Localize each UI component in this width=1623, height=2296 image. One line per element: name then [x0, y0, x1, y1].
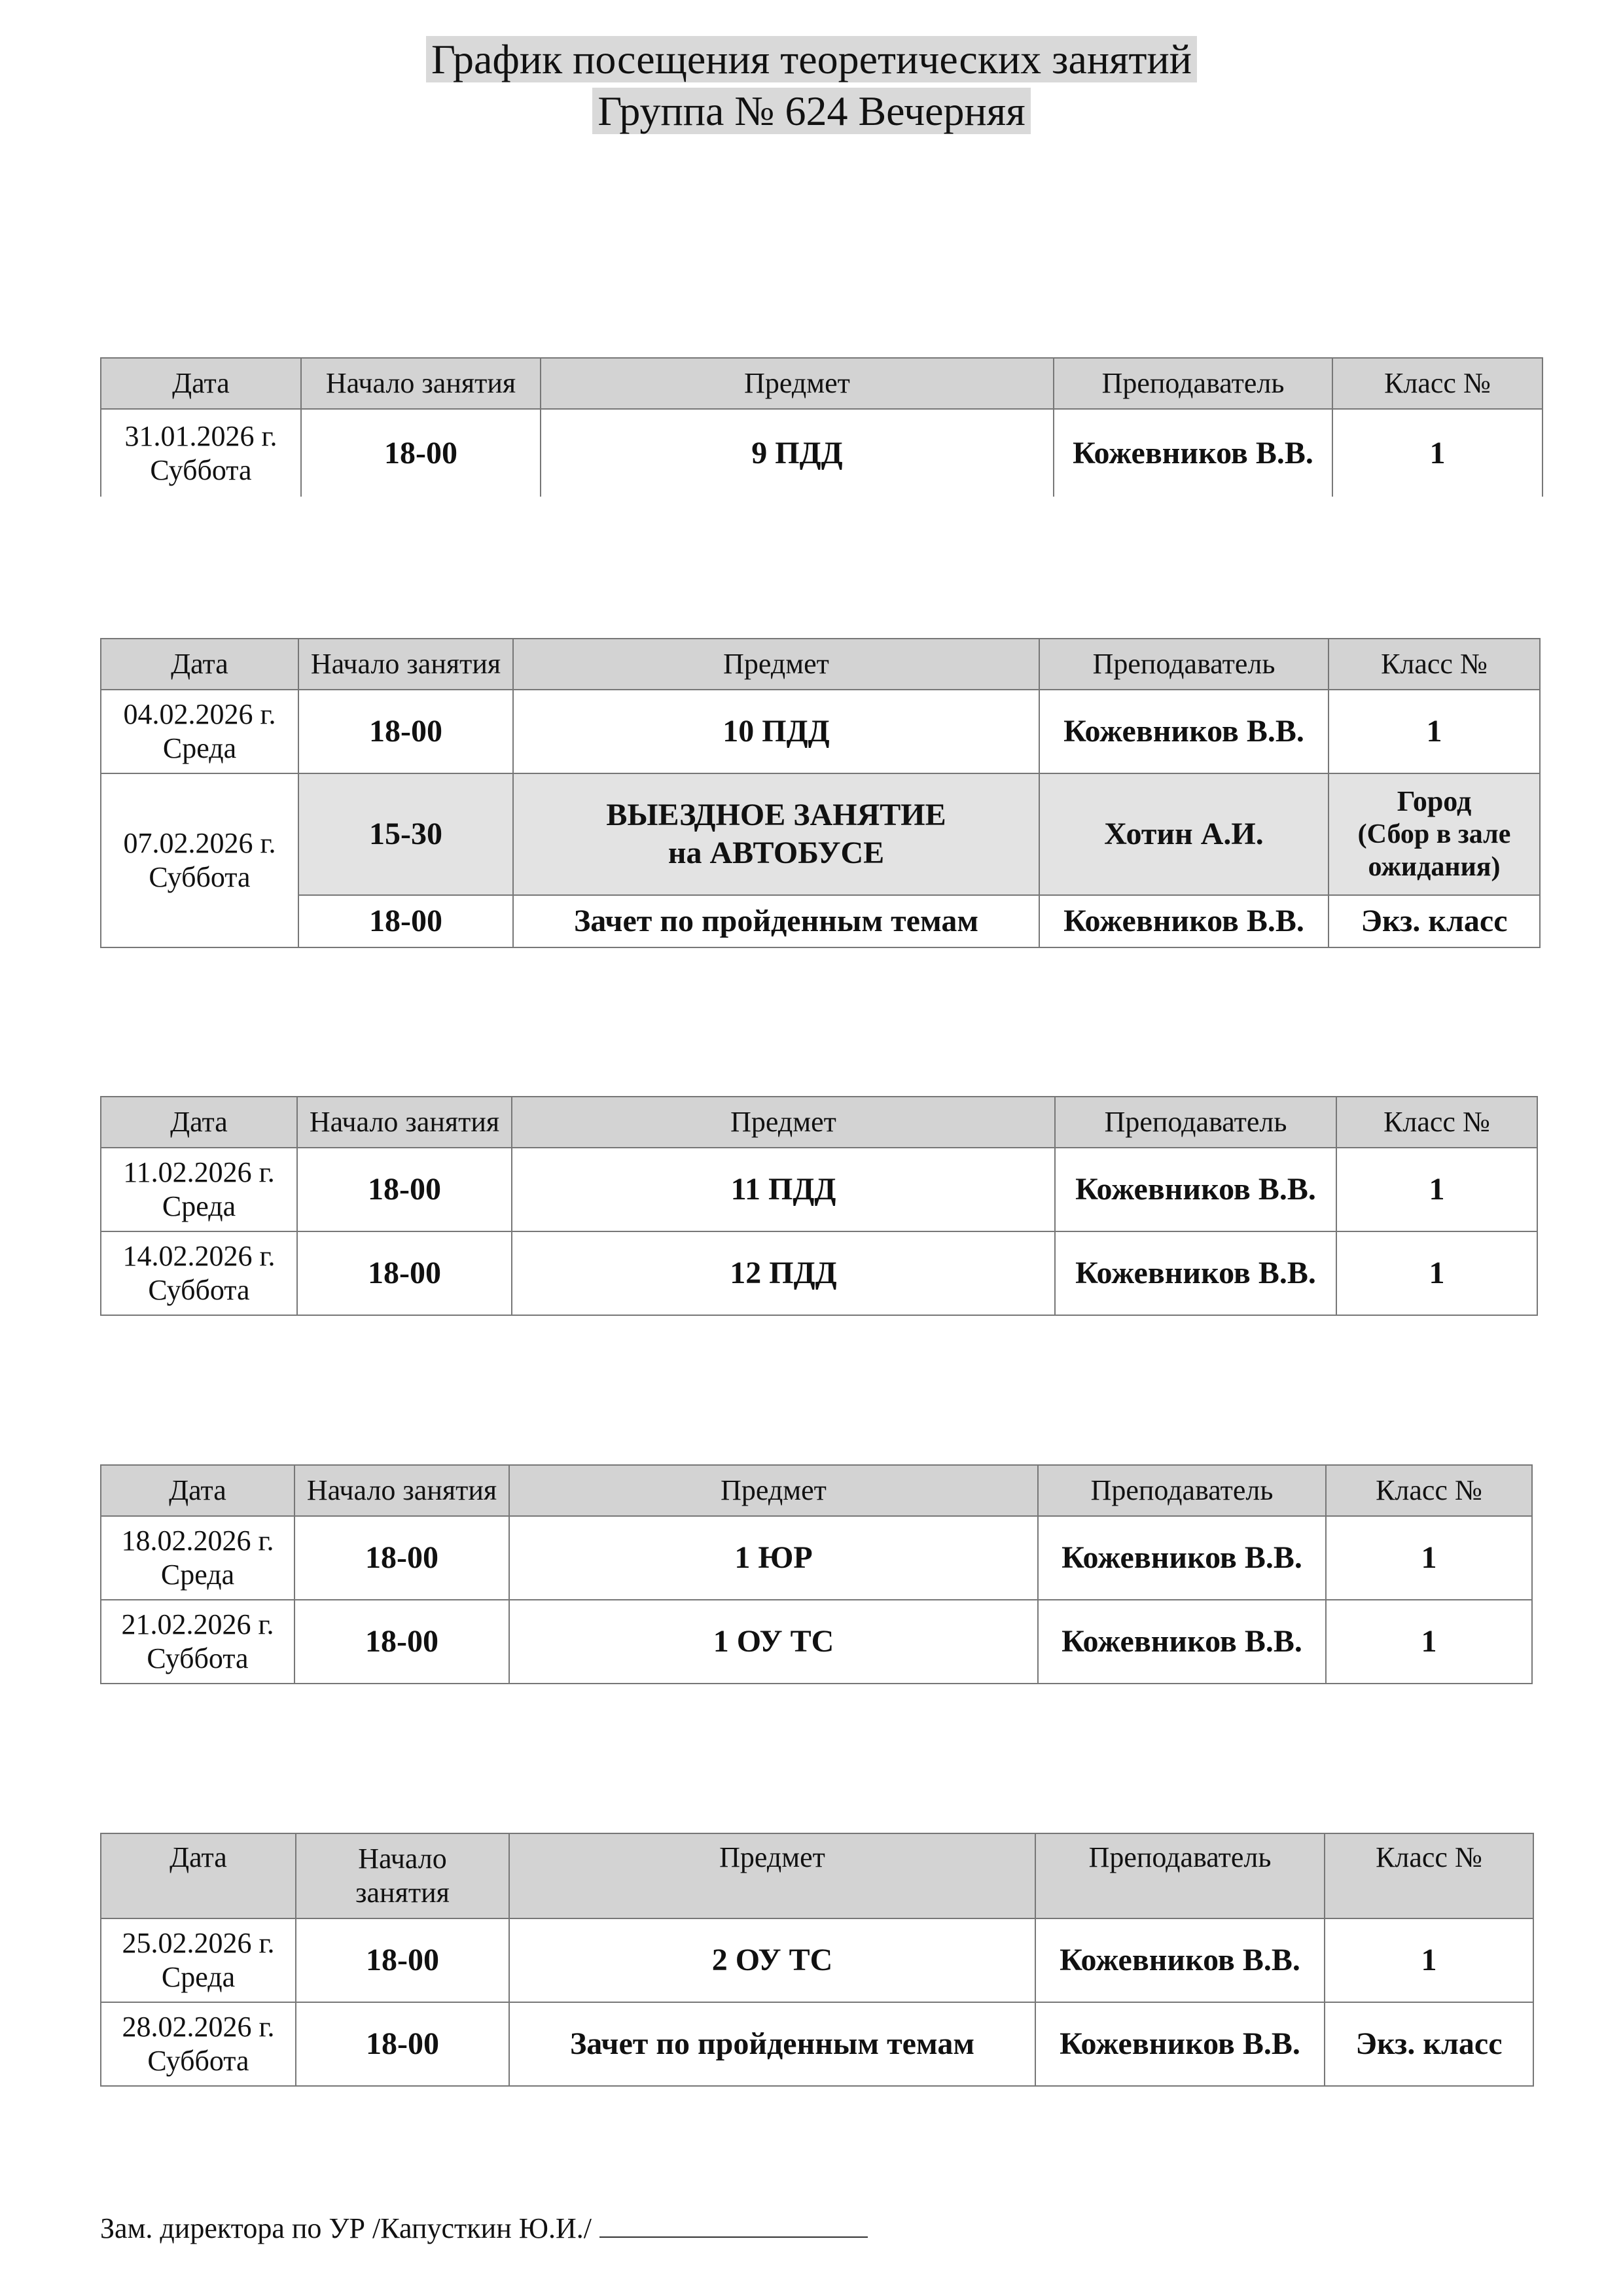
room-cell: Экз. класс [1325, 2002, 1533, 2086]
table-row [101, 895, 1540, 947]
header-subject: Предмет [512, 1097, 1055, 1148]
date-cell: 31.01.2026 г. Суббота [101, 409, 301, 497]
date-cell: 25.02.2026 г. Среда [101, 1918, 296, 2002]
signature-text: Зам. директора по УР /Капусткин Ю.И./ [100, 2212, 592, 2244]
room-cell: 1 [1329, 690, 1540, 773]
header-subject: Предмет [509, 1465, 1038, 1516]
teacher-cell: Хотин А.И. [1039, 773, 1329, 895]
teacher-cell: Кожевников В.В. [1055, 1148, 1336, 1231]
page-title: График посещения теоретических занятий [0, 34, 1623, 85]
room-cell: 1 [1332, 409, 1543, 497]
teacher-cell: Кожевников В.В. [1054, 409, 1332, 497]
schedule-table-4 [100, 1464, 1533, 1684]
subject-cell: Зачет по пройденным темам [513, 895, 1039, 947]
table-row [101, 1231, 1537, 1315]
date-cell: 18.02.2026 г. Среда [101, 1516, 294, 1600]
header-teacher: Преподаватель [1055, 1097, 1336, 1148]
subject-cell: ВЫЕЗДНОЕ ЗАНЯТИЕ на АВТОБУСЕ [513, 773, 1039, 895]
teacher-cell: Кожевников В.В. [1035, 2002, 1325, 2086]
header-start: Начало занятия [298, 639, 513, 690]
teacher-cell: Кожевников В.В. [1039, 690, 1329, 773]
room-cell: 1 [1325, 1918, 1533, 2002]
teacher-cell: Кожевников В.В. [1038, 1516, 1326, 1600]
header-room: Класс № [1329, 639, 1540, 690]
room-cell: Город (Сбор в зале ожидания) [1329, 773, 1540, 895]
header-room: Класс № [1332, 358, 1543, 409]
table-row [101, 1918, 1533, 2002]
start-cell: 18-00 [296, 2002, 509, 2086]
teacher-cell: Кожевников В.В. [1055, 1231, 1336, 1315]
start-cell: 18-00 [298, 690, 513, 773]
start-cell: 18-00 [297, 1231, 512, 1315]
schedule-table-5 [100, 1833, 1534, 2087]
header-date: Дата [101, 1833, 296, 1918]
subject-cell: 1 ЮР [509, 1516, 1038, 1600]
date-cell: 11.02.2026 г. Среда [101, 1148, 297, 1231]
header-room: Класс № [1336, 1097, 1537, 1148]
table-row [101, 1516, 1532, 1600]
header-subject: Предмет [541, 358, 1054, 409]
signature-line [100, 2210, 868, 2246]
date-cell: 04.02.2026 г. Среда [101, 690, 298, 773]
header-subject: Предмет [513, 639, 1039, 690]
subject-cell: 10 ПДД [513, 690, 1039, 773]
subject-cell: 1 ОУ ТС [509, 1600, 1038, 1684]
start-cell: 18-00 [301, 409, 541, 497]
table-row [101, 1600, 1532, 1684]
signature-blank [599, 2210, 868, 2238]
room-cell: 1 [1336, 1148, 1537, 1231]
group-subtitle: Группа № 624 Вечерняя [0, 86, 1623, 137]
header-date: Дата [101, 1465, 294, 1516]
table-header-row [101, 1465, 1532, 1516]
subject-cell: Зачет по пройденным темам [509, 2002, 1035, 2086]
table-row [101, 2002, 1533, 2086]
header-date: Дата [101, 639, 298, 690]
table-row [101, 1148, 1537, 1231]
start-cell: 18-00 [294, 1516, 509, 1600]
header-teacher: Преподаватель [1039, 639, 1329, 690]
header-start: Начало занятия [297, 1097, 512, 1148]
table-header-row [101, 358, 1543, 409]
table-row [101, 773, 1540, 895]
table-header-row [101, 1833, 1533, 1918]
teacher-cell: Кожевников В.В. [1035, 1918, 1325, 2002]
header-teacher: Преподаватель [1035, 1833, 1325, 1918]
room-cell: 1 [1326, 1600, 1532, 1684]
table-row [101, 690, 1540, 773]
header-start: Начало занятия [301, 358, 541, 409]
start-cell: 18-00 [297, 1148, 512, 1231]
subject-cell: 12 ПДД [512, 1231, 1055, 1315]
header-date: Дата [101, 358, 301, 409]
table-header-row [101, 639, 1540, 690]
start-cell: 18-00 [296, 1918, 509, 2002]
header-teacher: Преподаватель [1038, 1465, 1326, 1516]
header-room: Класс № [1326, 1465, 1532, 1516]
schedule-table-2 [100, 638, 1541, 948]
date-cell: 14.02.2026 г. Суббота [101, 1231, 297, 1315]
room-cell: 1 [1336, 1231, 1537, 1315]
start-cell: 18-00 [294, 1600, 509, 1684]
start-cell: 15-30 [298, 773, 513, 895]
header-date: Дата [101, 1097, 297, 1148]
header-subject: Предмет [509, 1833, 1035, 1918]
table-row [101, 409, 1543, 497]
room-cell: 1 [1326, 1516, 1532, 1600]
teacher-cell: Кожевников В.В. [1038, 1600, 1326, 1684]
subject-cell: 11 ПДД [512, 1148, 1055, 1231]
room-cell: Экз. класс [1329, 895, 1540, 947]
date-cell: 28.02.2026 г. Суббота [101, 2002, 296, 2086]
date-cell: 07.02.2026 г. Суббота [101, 773, 298, 947]
teacher-cell: Кожевников В.В. [1039, 895, 1329, 947]
table-header-row [101, 1097, 1537, 1148]
schedule-table-3 [100, 1096, 1538, 1316]
schedule-table-1 [100, 357, 1543, 497]
header-start: Начало занятия [294, 1465, 509, 1516]
header-room: Класс № [1325, 1833, 1533, 1918]
date-cell: 21.02.2026 г. Суббота [101, 1600, 294, 1684]
subject-cell: 9 ПДД [541, 409, 1054, 497]
header-start: Начало занятия [296, 1833, 509, 1918]
start-cell: 18-00 [298, 895, 513, 947]
subject-cell: 2 ОУ ТС [509, 1918, 1035, 2002]
header-teacher: Преподаватель [1054, 358, 1332, 409]
